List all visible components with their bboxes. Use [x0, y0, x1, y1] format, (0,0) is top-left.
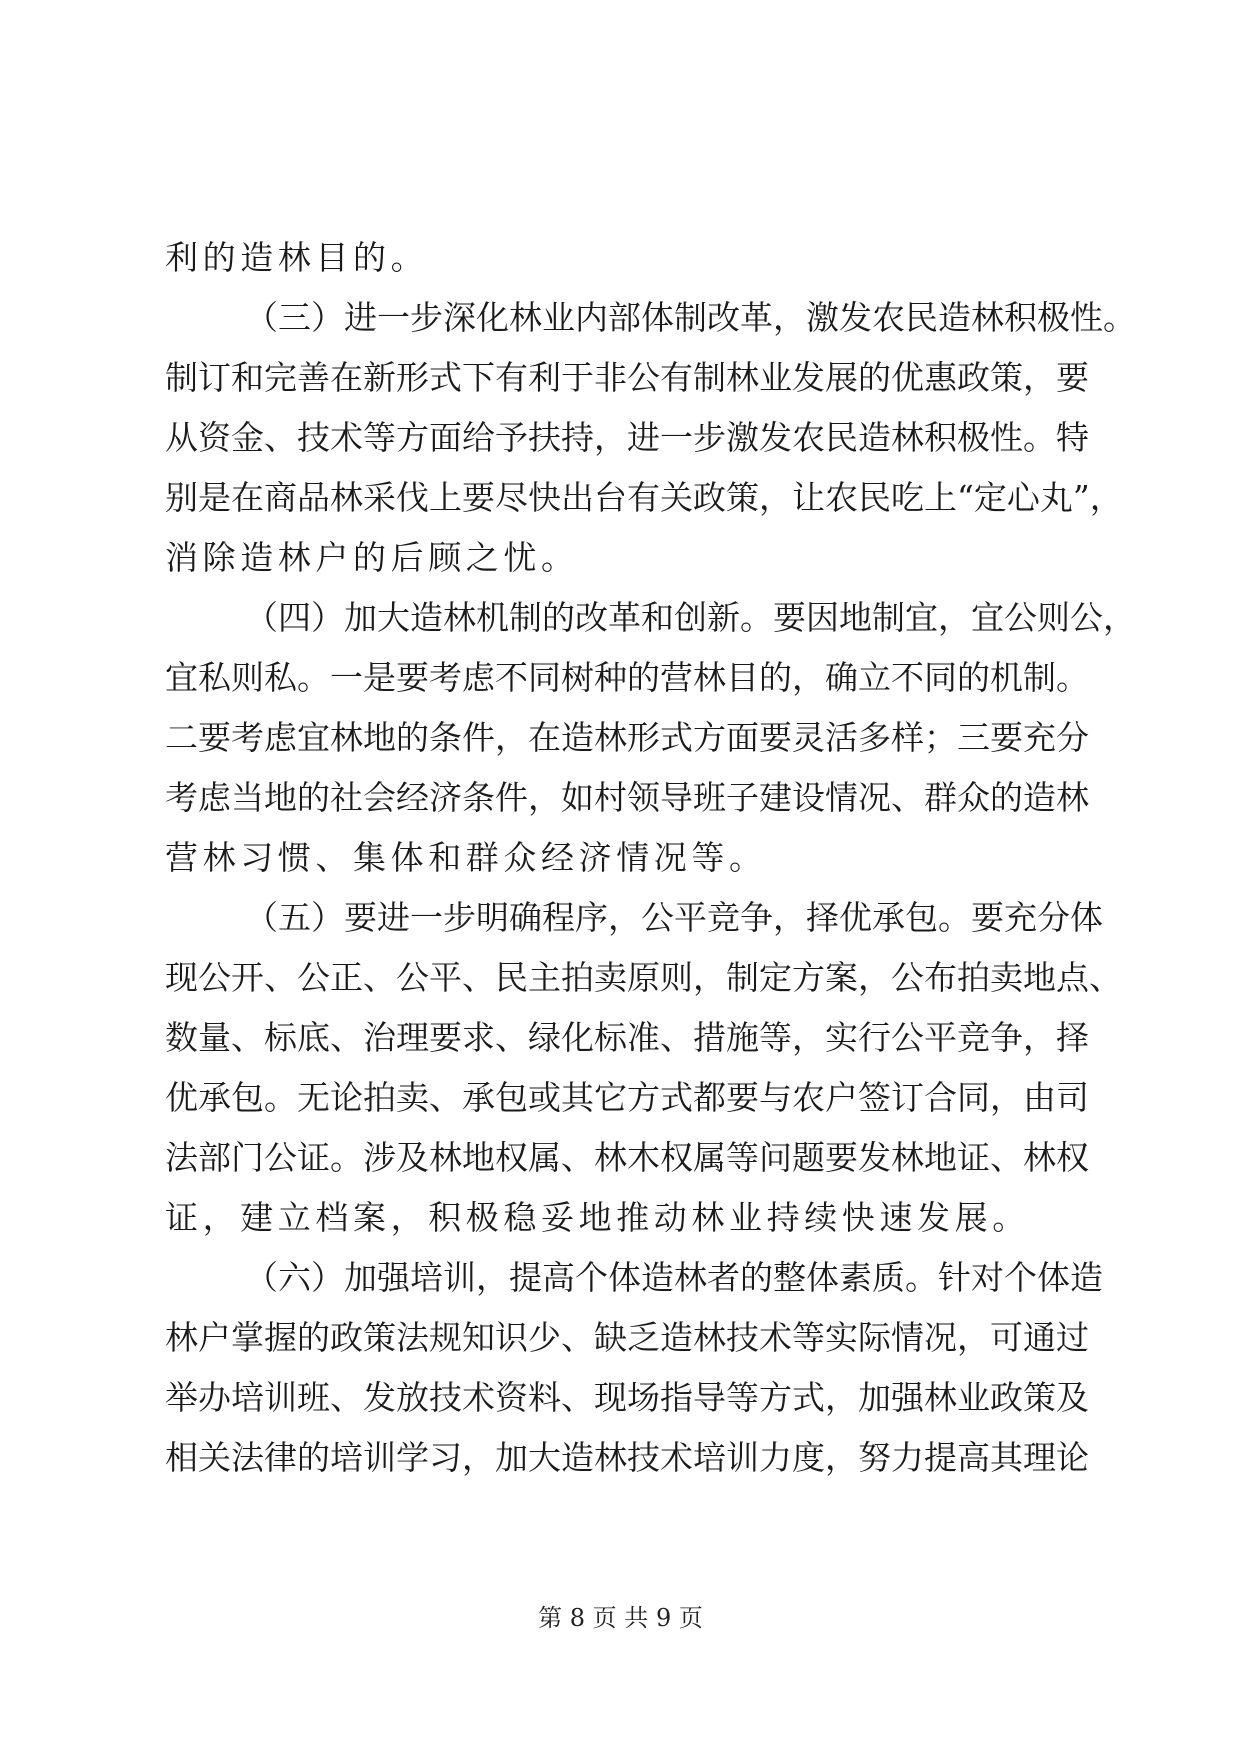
- document-body: [165, 228, 1136, 1488]
- text-line: 宜私则私。一是要考虑不同树种的营林目的，确立不同的机制。: [165, 658, 1089, 697]
- text-line: 考虑当地的社会经济条件，如村领导班子建设情况、群众的造林: [165, 778, 1089, 817]
- text-line: 营林习惯、集体和群众经济情况等。: [165, 838, 767, 877]
- text-line: 现公开、公正、公平、民主拍卖原则，制定方案，公布拍卖地点、: [165, 958, 1122, 997]
- text-line: 二要考虑宜林地的条件，在造林形式方面要灵活多样；三要充分: [165, 718, 1089, 757]
- text-line: （六）加强培训，提高个体造林者的整体素质。针对个体造: [245, 1258, 1103, 1297]
- text-line: 举办培训班、发放技术资料、现场指导等方式，加强林业政策及: [165, 1378, 1089, 1417]
- text-line: （三）进一步深化林业内部体制改革，激发农民造林积极性。: [245, 298, 1136, 337]
- text-line: 利的造林目的。: [165, 238, 429, 277]
- text-line: 制订和完善在新形式下有利于非公有制林业发展的优惠政策，要: [165, 358, 1089, 397]
- text-line: （五）要进一步明确程序，公平竞争，择优承包。要充分体: [245, 898, 1103, 937]
- text-line: 数量、标底、治理要求、绿化标准、措施等，实行公平竞争，择: [165, 1018, 1089, 1057]
- text-line: 消除造林户的后顾之忧。: [165, 538, 579, 577]
- text-line: 优承包。无论拍卖、承包或其它方式都要与农户签订合同，由司: [165, 1078, 1089, 1117]
- text-line: 法部门公证。涉及林地权属、林木权属等问题要发林地证、林权: [165, 1138, 1089, 1177]
- text-line: 相关法律的培训学习，加大造林技术培训力度，努力提高其理论: [165, 1438, 1089, 1477]
- text-line: 证，建立档案，积极稳妥地推动林业持续快速发展。: [165, 1198, 1030, 1237]
- text-line: （四）加大造林机制的改革和创新。要因地制宜，宜公则公，: [245, 598, 1136, 637]
- text-line: 别是在商品林采伐上要尽快出台有关政策，让农民吃上“定心丸”，: [165, 478, 1123, 517]
- text-line: 从资金、技术等方面给予扶持，进一步激发农民造林积极性。特: [165, 418, 1089, 457]
- text-line: 林户掌握的政策法规知识少、缺乏造林技术等实际情况，可通过: [165, 1318, 1089, 1357]
- page-number-footer: 第 8 页 共 9 页: [538, 1604, 703, 1632]
